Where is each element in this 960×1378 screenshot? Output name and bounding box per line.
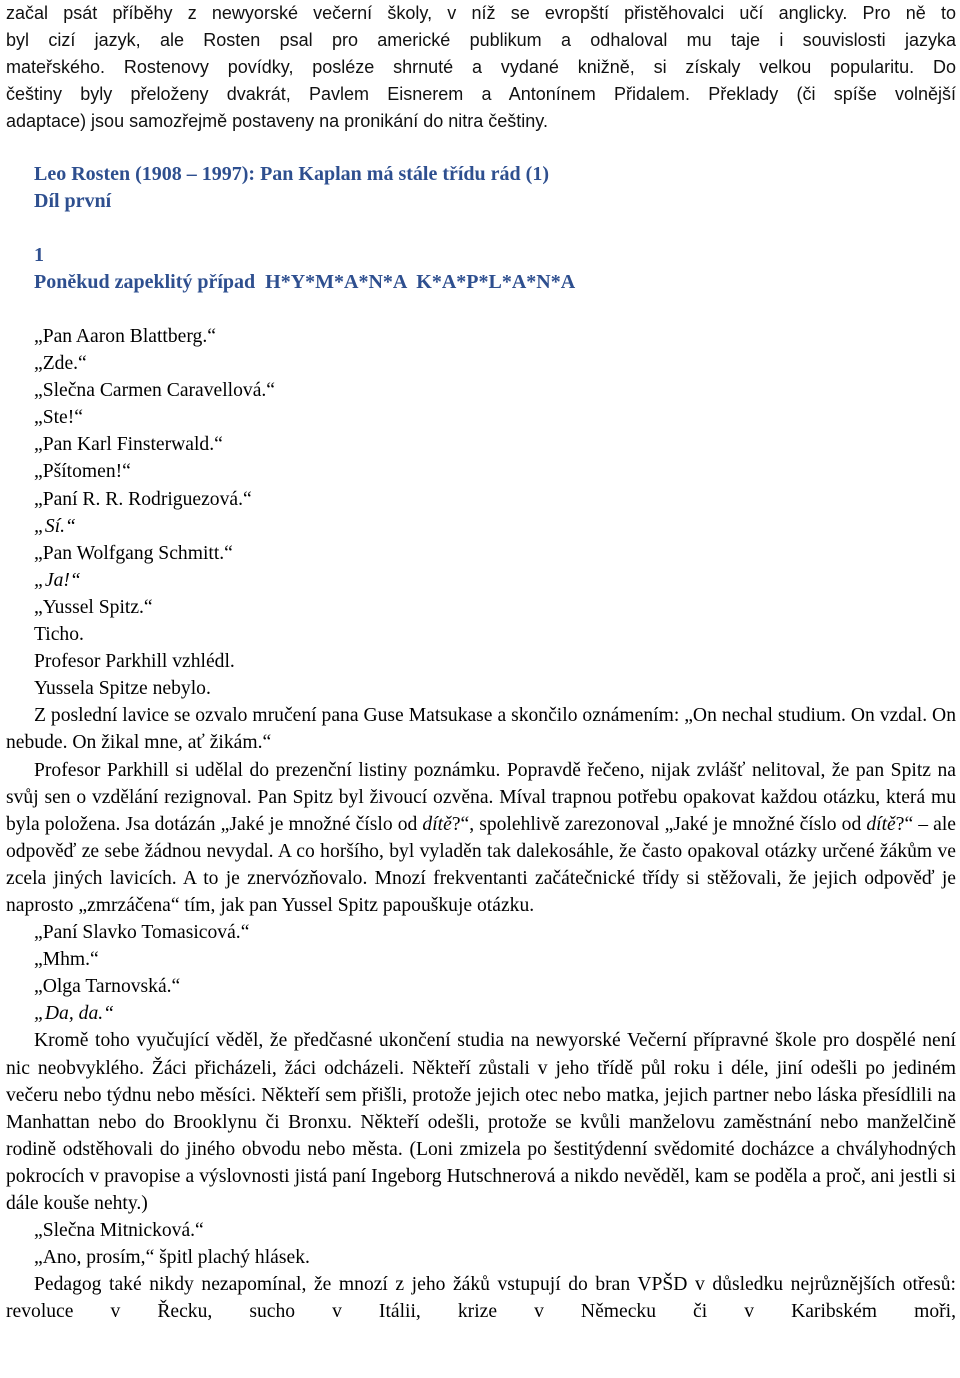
roll-call-line: „Pšítomen!“	[34, 461, 131, 483]
roll-call	[6, 323, 956, 702]
emphasis-text: dítě	[866, 813, 896, 835]
roll-call-line: „Ja!“	[34, 569, 81, 591]
roll-call-line: „Pan Aaron Blattberg.“	[34, 326, 216, 347]
roll-call-line: „Zde.“	[34, 353, 87, 375]
roll-call-line: „Olga Tarnovská.“	[34, 976, 181, 998]
paragraph	[6, 757, 956, 920]
paragraph-text: ?“ – ale odpověď ze sebe žádnou nevydal. A co horšího, byl vyladěn tak dalekosáhle, že často opakoval otázky určené žákům ve zcela jiných lavicích. A to je znervózňovalo. Mnozí frekventanti začátečnické třídy si stěžovali, že jejich odpověď je naprosto „zmrzáčena“ tím, jak pan Yussel Spitz papouškuje otázku.	[6, 813, 956, 916]
roll-call-line: „Paní Slavko Tomasicová.“	[34, 922, 250, 944]
paragraph-text: ?“, spolehlivě zarezonoval „Jaké je množné číslo od	[451, 813, 867, 835]
chapter-number: 1	[34, 244, 44, 266]
paragraph: Pedagog také nikdy nezapomínal, že mnozí z jeho žáků vstupují do bran VPŠD v důsledku nejrůznějších otřesů: revoluce v Řecku, sucho v Itálii, krize v Německu či v Karibském moři,	[6, 1274, 956, 1323]
intro-line: adaptace) jsou samozřejmě postaveny na pronikání do nitra češtiny.	[6, 111, 548, 131]
roll-call-line: „Paní R. R. Rodriguezová.“	[34, 488, 252, 510]
part-title: Díl první	[34, 190, 112, 212]
roll-call-line: „Pan Karl Finsterwald.“	[34, 434, 223, 456]
intro-line: češtiny byly přeloženy dvakrát, Pavlem Eisnerem a Antonínem Přidalem. Překlady (či spíše volnější	[6, 84, 956, 104]
roll-call-line: „Slečna Mitnicková.“	[34, 1220, 204, 1242]
intro-paragraph	[6, 0, 956, 135]
intro-line: začal psát příběhy z newyorské večerní školy, v níž se evropští přistěhovalci učí anglicky. Pro ně to	[6, 3, 956, 23]
roll-call-line: „Sí.“	[34, 515, 76, 537]
intro-line: mateřského. Rostenovy povídky, posléze shrnuté a vydané knižně, si získaly velkou popularitu. Do	[6, 57, 956, 77]
roll-call-line: Profesor Parkhill vzhlédl.	[34, 651, 235, 673]
article-title: Leo Rosten (1908 – 1997): Pan Kaplan má stále třídu rád (1)	[34, 163, 549, 185]
chapter-title: Poněkud zapeklitý případ H*Y*M*A*N*A K*A*P*L*A*N*A	[34, 271, 576, 293]
roll-call-line: Ticho.	[34, 624, 84, 646]
roll-call-line: „Yussel Spitz.“	[34, 596, 153, 618]
roll-call-line: „Slečna Carmen Caravellová.“	[34, 380, 275, 402]
article-heading	[6, 161, 956, 296]
emphasis-text: dítě	[422, 813, 452, 835]
paragraph-text: Profesor Parkhill si udělal do prezenční listiny poznámku. Popravdě řečeno, nijak zvlášť nelitoval, že pan Spitz na svůj sen o vzdělání rezignoval. Pan Spitz byl živoucí ozvěna. Míval trapnou potřebu opakovat každou otázku, která mu byla položena. Jsa dotázán „Jaké je množné číslo od	[6, 759, 956, 835]
roll-call-line: „Mhm.“	[34, 949, 99, 971]
story-body	[6, 702, 956, 1325]
paragraph: Z poslední lavice se ozvalo mručení pana Guse Matsukase a skončilo oznámením: „On nechal studium. On vzdal. On nebude. On žikal mne, ať žikám.“	[6, 705, 956, 754]
roll-call-line: „Pan Wolfgang Schmitt.“	[34, 542, 233, 564]
paragraph: Kromě toho vyučující věděl, že předčasné ukončení studia na newyorské Večerní přípravné škole pro dospělé není nic neobvyklého. Žáci přicházeli, žáci odcházeli. Někteří zůstali v jeho třídě půl roku i déle, jiní odešli po jediném večeru nebo týdnu nebo měsíci. Někteří sem přišli, protože jejich otec nebo matka, jejich partner nebo láska přesídlili na Manhattan nebo do Brooklynu či Bronxu. Někteří odešli, protože se kvůli manželovu zaměstnání nebo manželčině rodině odstěhovali do jiného obvodu nebo města. (Loni zmizela po šestitýdenní svědomité docházce a chvályhodných pokrocích v pravopise a výslovnosti jistá paní Ingeborg Hutschnerová a nikdo nevěděl, kam se poděla a proč, ani jestli si dále kouše nehty.)	[6, 1030, 956, 1214]
intro-line: byl cizí jazyk, ale Rosten psal pro americké publikum a odhaloval mu taje i souvislosti jazyka	[6, 30, 956, 50]
document-page	[6, 0, 956, 1325]
roll-call-line: „Da, da.“	[34, 1003, 115, 1025]
roll-call-line: Yussela Spitze nebylo.	[34, 678, 211, 700]
roll-call-line: „Ste!“	[34, 407, 83, 429]
roll-call-line: „Ano, prosím,“ špitl plachý hlásek.	[34, 1247, 310, 1269]
